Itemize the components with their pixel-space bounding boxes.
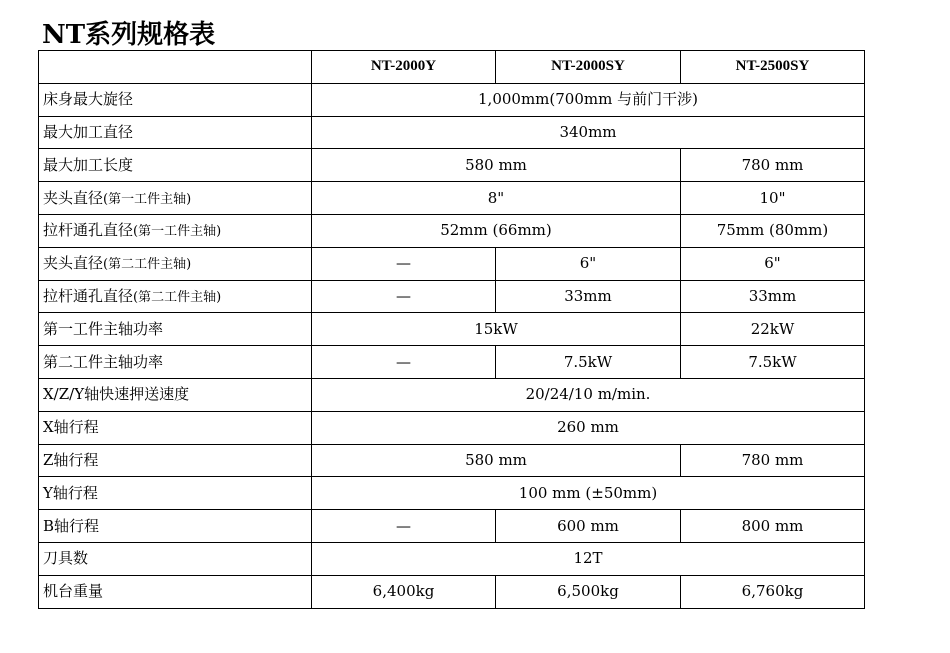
row-value: 52mm (66mm) [312,214,681,247]
row-value: 12T [312,542,865,575]
row-label: 拉杆通孔直径(第二工件主轴) [39,280,312,313]
row-label: 夹头直径(第一工件主轴) [39,182,312,215]
table-row [39,575,865,608]
row-value: 6,760kg [681,575,865,608]
row-value: 7.5kW [681,346,865,379]
column-header-nt-2500sy: NT-2500SY [681,51,865,84]
table-row [39,280,865,313]
row-label: 刀具数 [39,542,312,575]
row-label: 第二工件主轴功率 [39,346,312,379]
table-row [39,542,865,575]
row-value: 6,500kg [496,575,681,608]
row-value: 6" [496,247,681,280]
table-row [39,346,865,379]
row-label: 拉杆通孔直径(第一工件主轴) [39,214,312,247]
row-value: 22kW [681,313,865,346]
row-label: 机台重量 [39,575,312,608]
table-header-row [39,51,865,84]
row-value: 580 mm [312,149,681,182]
row-value: 6,400kg [312,575,496,608]
row-value: 580 mm [312,444,681,477]
column-header-nt-2000sy: NT-2000SY [496,51,681,84]
row-label: 夹头直径(第二工件主轴) [39,247,312,280]
row-value: — [312,280,496,313]
row-value: 15kW [312,313,681,346]
row-value: 75mm (80mm) [681,214,865,247]
page-title: NT系列规格表 [42,20,216,50]
row-label: B轴行程 [39,510,312,543]
row-label: 床身最大旋径 [39,83,312,116]
row-value: — [312,510,496,543]
table-row [39,510,865,543]
row-value: 1,000mm(700mm 与前门干涉) [312,83,865,116]
row-value: 780 mm [681,444,865,477]
row-label: X/Z/Y轴快速押送速度 [39,378,312,411]
row-label: Z轴行程 [39,444,312,477]
spec-table [38,50,865,609]
table-row [39,149,865,182]
row-value: 600 mm [496,510,681,543]
row-value: 20/24/10 m/min. [312,378,865,411]
table-row [39,313,865,346]
row-label: 第一工件主轴功率 [39,313,312,346]
column-header-nt-2000y: NT-2000Y [312,51,496,84]
table-row [39,182,865,215]
row-value: 33mm [496,280,681,313]
row-value: 780 mm [681,149,865,182]
row-value: 260 mm [312,411,865,444]
row-label: X轴行程 [39,411,312,444]
row-value: — [312,247,496,280]
row-label: Y轴行程 [39,477,312,510]
row-value: 33mm [681,280,865,313]
header-empty-cell [39,51,312,84]
table-row [39,247,865,280]
table-row [39,214,865,247]
row-label: 最大加工长度 [39,149,312,182]
table-row [39,116,865,149]
row-value: — [312,346,496,379]
row-value: 7.5kW [496,346,681,379]
row-label: 最大加工直径 [39,116,312,149]
table-row [39,83,865,116]
row-value: 6" [681,247,865,280]
table-row [39,444,865,477]
row-value: 10" [681,182,865,215]
table-row [39,477,865,510]
row-value: 800 mm [681,510,865,543]
row-value: 100 mm (±50mm) [312,477,865,510]
row-value: 340mm [312,116,865,149]
row-value: 8" [312,182,681,215]
table-row [39,411,865,444]
table-row [39,378,865,411]
